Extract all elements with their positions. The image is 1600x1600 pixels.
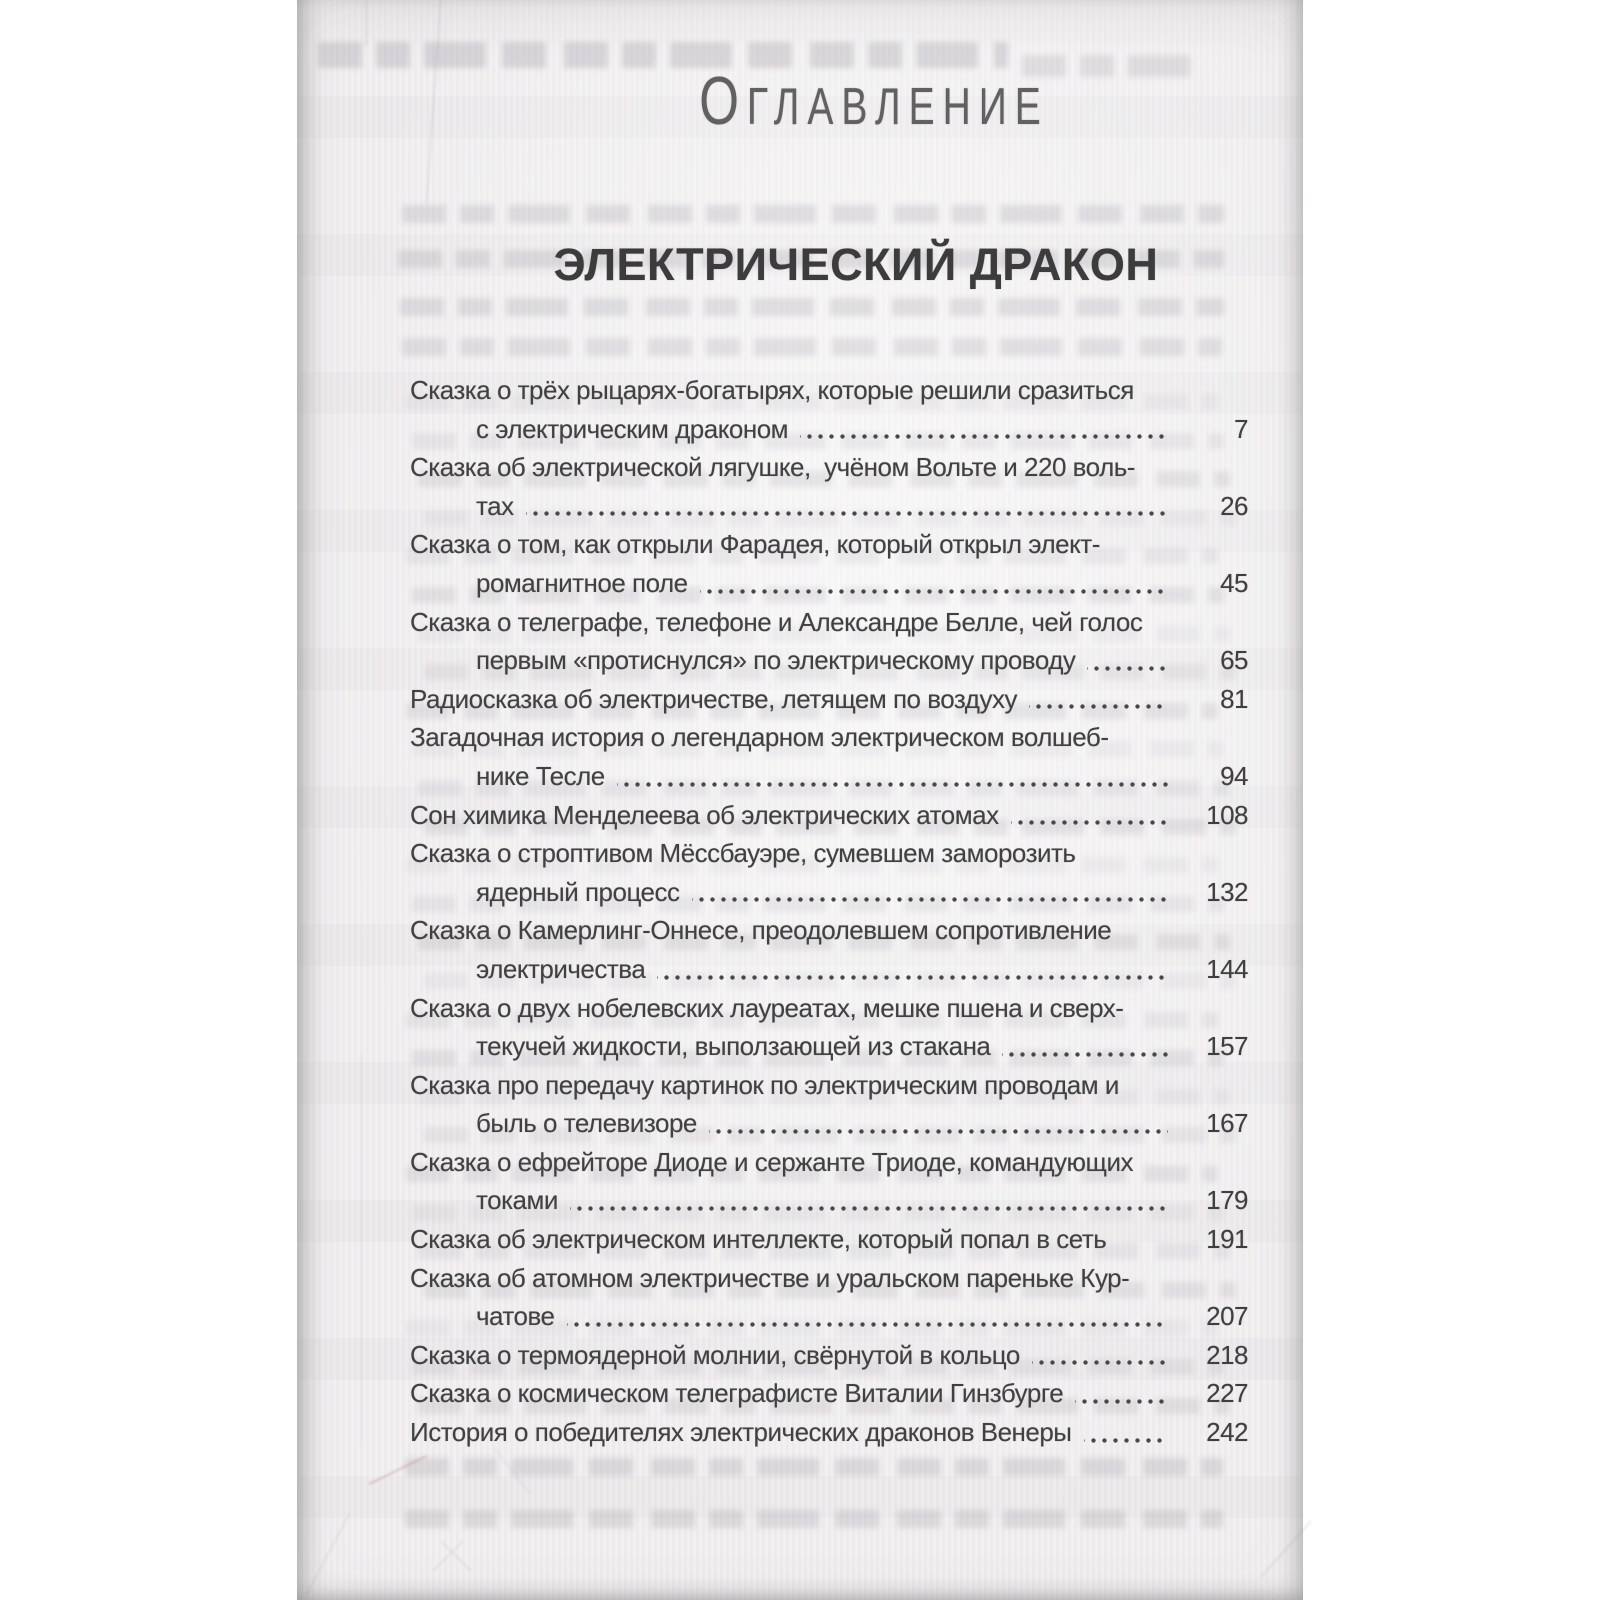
toc-list xyxy=(410,371,1248,1452)
showthrough-text-line xyxy=(400,298,1224,316)
toc-entry-text: Сказка про передачу картинок по электрическим проводам и xyxy=(410,1069,1119,1100)
toc-entry-text: Сказка об электрической лягушке, учёном Вольте и 220 воль- xyxy=(410,452,1135,483)
toc-entry-text: Сказка об атомном электричестве и уральском пареньке Кур- xyxy=(410,1262,1130,1293)
dot-leader xyxy=(1032,1342,1168,1368)
toc-entry-line xyxy=(410,1143,1248,1182)
toc-page-number: 81 xyxy=(1220,683,1248,714)
dot-leader xyxy=(567,1304,1169,1330)
dot-leader xyxy=(692,879,1168,905)
toc-entry-text: Сказка о двух нобелевских лауреатах, мешке пшена и сверх- xyxy=(410,992,1124,1023)
toc-entry-text: Сказка о строптивом Мёссбауэре, сумевшем заморозить xyxy=(410,838,1076,869)
toc-entry-line xyxy=(410,525,1248,564)
dot-leader xyxy=(1029,686,1168,712)
section-title: ЭЛЕКТРИЧЕСКИЙ ДРАКОН xyxy=(553,239,1159,290)
toc-entry-line xyxy=(410,1297,1248,1336)
toc-entry-text: Сказка о термоядерной молнии, свёрнутой в кольцо xyxy=(410,1339,1020,1370)
toc-page-number: 26 xyxy=(1220,490,1248,521)
toc-entry-text: Сон химика Менделеева об электрических атомах xyxy=(410,799,999,830)
toc-page-number: 45 xyxy=(1220,567,1248,598)
toc-entry-text: электричества xyxy=(476,953,646,984)
showthrough-text-line xyxy=(405,1510,1223,1528)
dot-leader xyxy=(1118,1227,1168,1253)
page-crease xyxy=(361,1055,362,1445)
toc-entry-line xyxy=(410,911,1248,950)
toc-entry-text: Радиосказка об электричестве, летящем по воздуху xyxy=(410,683,1017,714)
dot-leader xyxy=(570,1188,1168,1214)
dot-leader xyxy=(709,1111,1168,1137)
toc-page-number: 242 xyxy=(1206,1417,1248,1448)
toc-page-number: 7 xyxy=(1234,413,1248,444)
toc-entry-line xyxy=(410,641,1248,680)
showthrough-text-line xyxy=(405,1458,1223,1476)
page-crease xyxy=(432,1540,463,1571)
dot-leader xyxy=(1084,1420,1169,1446)
toc-entry-text: быль о телевизоре xyxy=(476,1108,697,1139)
dot-leader xyxy=(1075,1381,1168,1407)
showthrough-text-line xyxy=(402,205,1224,223)
toc-entry-text: тах xyxy=(476,490,514,521)
toc-entry-line xyxy=(410,796,1248,835)
toc-entry-text: с электрическим драконом xyxy=(476,413,789,444)
toc-entry-line xyxy=(410,487,1248,526)
toc-page-number: 179 xyxy=(1206,1185,1248,1216)
showthrough-text-line xyxy=(402,338,1222,356)
toc-entry-text: текучей жидкости, выползающей из стакана xyxy=(476,1031,991,1062)
toc-entry-line xyxy=(410,603,1248,642)
book-page xyxy=(297,0,1303,1600)
toc-entry-text: Сказка о ефрейторе Диоде и сержанте Триоде, командующих xyxy=(410,1146,1133,1177)
toc-entry-text: Сказка о Камерлинг-Оннесе, преодолевшем сопротивление xyxy=(410,915,1112,946)
toc-page-number: 65 xyxy=(1220,645,1248,676)
toc-entry-line xyxy=(410,1181,1248,1220)
dot-leader xyxy=(700,571,1168,597)
toc-entry-text: первым «протиснулся» по электрическому проводу xyxy=(476,645,1076,676)
dot-leader xyxy=(617,764,1168,790)
toc-entry-line xyxy=(410,950,1248,989)
dot-leader xyxy=(1011,802,1168,828)
toc-entry-line xyxy=(410,448,1248,487)
toc-entry-line xyxy=(410,989,1248,1028)
toc-entry-line xyxy=(410,757,1248,796)
toc-entry-line xyxy=(410,680,1248,719)
toc-entry-line xyxy=(410,1413,1248,1452)
toc-entry-text: Загадочная история о легендарном электрическом волшеб- xyxy=(410,722,1109,753)
toc-entry-line xyxy=(410,1220,1248,1259)
toc-entry-text: нике Тесле xyxy=(476,760,605,791)
toc-page-number: 207 xyxy=(1206,1301,1248,1332)
toc-entry-text: токами xyxy=(476,1185,558,1216)
toc-page-number: 191 xyxy=(1206,1224,1248,1255)
toc-title: ОГЛАВЛЕНИЕ xyxy=(699,63,1049,139)
toc-entry-text: Сказка о трёх рыцарях-богатырях, которые решили сразиться xyxy=(410,375,1134,405)
toc-entry-line xyxy=(410,564,1248,603)
toc-page-number: 144 xyxy=(1206,953,1248,984)
toc-entry-line xyxy=(410,1066,1248,1105)
toc-entry-line xyxy=(410,1259,1248,1298)
toc-entry-line xyxy=(410,1336,1248,1375)
toc-page-number: 157 xyxy=(1206,1031,1248,1062)
toc-entry-line xyxy=(410,834,1248,873)
toc-page-number: 227 xyxy=(1206,1378,1248,1409)
dot-leader xyxy=(1002,1034,1168,1060)
dot-leader xyxy=(526,493,1168,519)
page-crease xyxy=(306,1513,351,1595)
toc-entry-text: Сказка о космическом телеграфисте Виталии Гинзбурге xyxy=(410,1378,1064,1409)
toc-entry-text: ромагнитное поле xyxy=(476,567,688,598)
toc-page-number: 218 xyxy=(1206,1339,1248,1370)
toc-entry-text: ядерный процесс xyxy=(476,876,680,907)
toc-page-number: 108 xyxy=(1206,799,1248,830)
page-crease xyxy=(365,0,367,46)
toc-entry-line xyxy=(410,718,1248,757)
toc-entry-line xyxy=(410,371,1248,410)
toc-page-number: 132 xyxy=(1206,876,1248,907)
toc-entry-line xyxy=(410,873,1248,912)
page-crease xyxy=(426,0,443,203)
dot-leader xyxy=(800,416,1168,442)
toc-entry-line xyxy=(410,1104,1248,1143)
toc-entry-text: Сказка о том, как открыли Фарадея, который открыл элект- xyxy=(410,529,1100,560)
toc-page-number: 167 xyxy=(1206,1108,1248,1139)
toc-page-number: 94 xyxy=(1220,760,1248,791)
dot-leader xyxy=(1087,648,1168,674)
toc-entry-line xyxy=(410,410,1248,449)
toc-entry-text: История о победителях электрических драконов Венеры xyxy=(410,1417,1072,1448)
toc-entry-text: Сказка о телеграфе, телефоне и Александре Белле, чей голос xyxy=(410,606,1143,637)
toc-entry-line xyxy=(410,1027,1248,1066)
page-crease xyxy=(1260,1521,1311,1577)
dot-leader xyxy=(657,957,1168,983)
toc-entry-line xyxy=(410,1374,1248,1413)
toc-entry-text: Сказка об электрическом интеллекте, который попал в сеть xyxy=(410,1224,1107,1255)
toc-entry-text: чатове xyxy=(476,1301,555,1332)
